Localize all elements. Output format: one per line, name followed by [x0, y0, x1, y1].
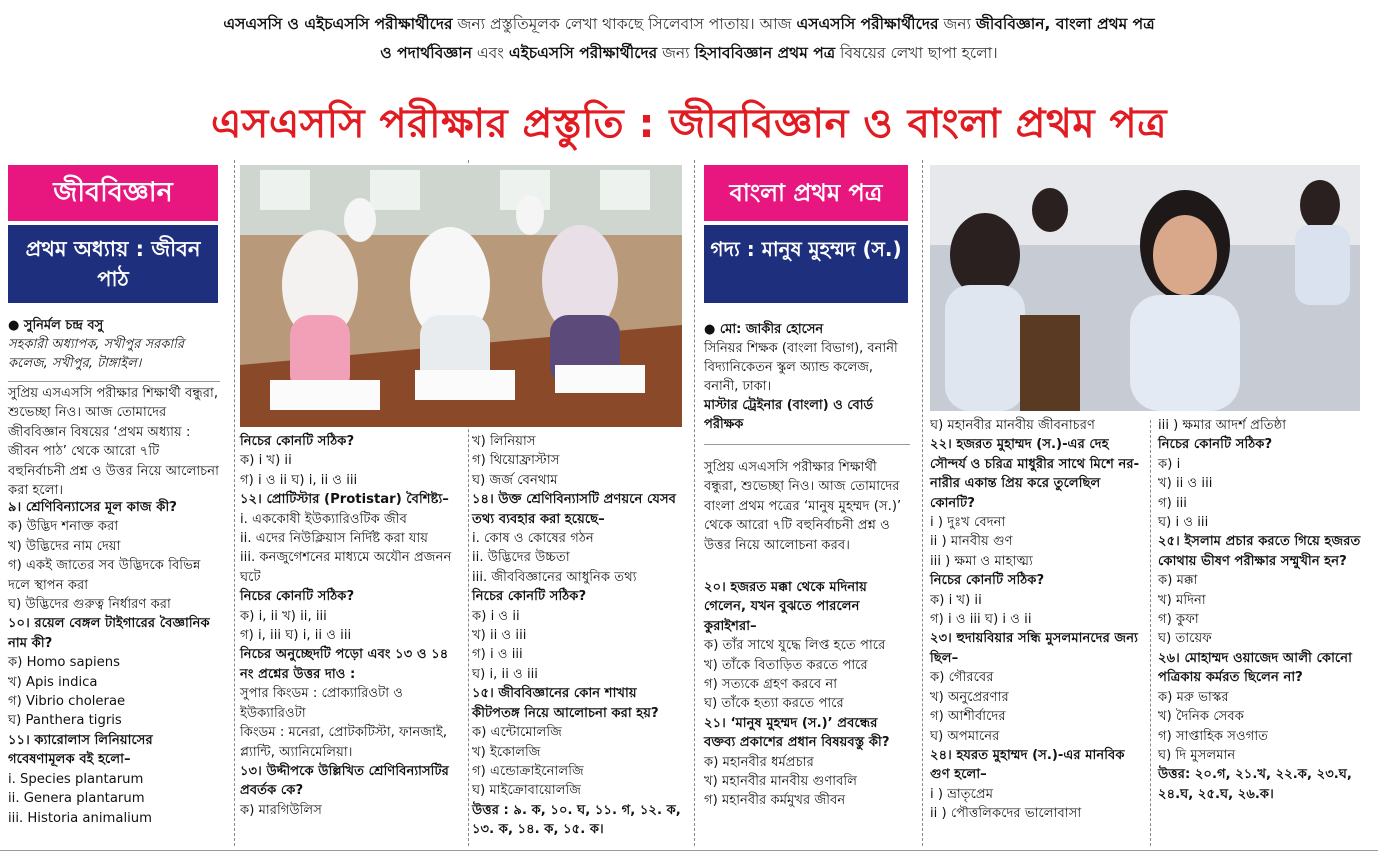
- option-text: iii ) ক্ষমা ও মাহাত্ম্য: [930, 553, 1033, 569]
- option-text: গ) i ও ii ঘ) i, ii ও iii: [240, 472, 358, 488]
- intro-text: [20, 10, 1358, 68]
- question-text: ২০। হজরত মক্কা থেকে মদিনায় গেলেন, যখন বুঝতে পারলেন কুরাইশরা–: [704, 580, 867, 634]
- option-text: গ) iii: [1158, 495, 1187, 511]
- option-text: গ) একই জাতের সব উদ্ভিদকে বিভিন্ন দলে স্থাপন করা: [8, 558, 201, 593]
- question-text: ১৩। উদ্দীপকে উল্লিখিত শ্রেণিবিন্যাসটির প্রবর্তক কে?: [240, 763, 449, 799]
- biology-column-3: [472, 432, 684, 840]
- option-text: সুপার কিংডম : প্রোক্যারিওটা ও ইউক্যারিওটা: [240, 686, 403, 721]
- question-text: ২৩। হুদায়বিয়ার সন্ধি মুসলমানদের জন্য ছিল–: [930, 631, 1138, 666]
- intro-text-bold: এইচএসসি পরীক্ষার্থীদের: [508, 44, 658, 62]
- option-text: গ) এন্ডোক্রাইনোলজি: [472, 763, 584, 779]
- column-divider: [922, 160, 923, 846]
- bangla-chapter-label: গদ্য : মানুষ মুহম্মদ (স.): [704, 225, 908, 303]
- intro-text-normal: জন্য: [657, 44, 695, 62]
- option-text: ক) মারগিউলিস: [240, 802, 322, 818]
- option-text: ii ) মানবীয় গুণ: [930, 534, 1013, 550]
- option-text: ক) Homo sapiens: [8, 655, 120, 671]
- biology-chapter-label: প্রথম অধ্যায় : জীবন পাঠ: [8, 225, 218, 303]
- divider: [704, 444, 910, 445]
- students-photo-illustration: [930, 165, 1360, 411]
- page-bottom-rule: [0, 850, 1378, 851]
- option-text: iii ) ক্ষমার আদর্শ প্রতিষ্ঠা: [1158, 418, 1287, 433]
- option-text: ii. উদ্ভিদের উচ্চতা: [472, 550, 570, 566]
- biology-intro: সুপ্রিয় এসএসসি পরীক্ষার শিক্ষার্থী বন্ধুরা, শুভেচ্ছা নিও। আজ তোমাদের জীববিজ্ঞান বিষয়ের ‘প্রথম অধ্যায় : জীবন পাঠ’ থেকে আরো ৭টি বহুনির্বাচনী প্রশ্ন ও উত্তর নিয়ে আলোচনা করা হলো।: [8, 386, 219, 499]
- option-text: i ) দুঃখ বেদনা: [930, 515, 1006, 531]
- question-text: ১২। প্রোটিস্টার (Protistar) বৈশিষ্ট্য–: [240, 492, 449, 508]
- option-text: খ) Apis indica: [8, 674, 98, 690]
- option-text: গ) কুফা: [1158, 612, 1199, 628]
- option-text: ক) i, ii খ) ii, iii: [240, 608, 327, 624]
- question-text: ৯। শ্রেণিবিন্যাসের মূল কাজ কী?: [8, 500, 177, 515]
- question-text: নিচের কোনটি সঠিক?: [240, 589, 355, 605]
- option-text: খ) ii ও iii: [1158, 476, 1213, 492]
- option-text: খ) তাঁকে বিতাড়িত করতে পারে: [704, 657, 868, 673]
- option-text: ক) গৌরবের: [930, 670, 994, 686]
- option-text: গ) i ও iii: [472, 647, 523, 663]
- option-text: ক) i খ) ii: [930, 592, 982, 608]
- option-text: ঘ) i ও iii: [1158, 515, 1209, 531]
- intro-text-bold: হিসাববিজ্ঞান প্রথম পত্র: [694, 44, 836, 62]
- option-text: ii. এদের নিউক্লিয়াস নির্দিষ্ট করা যায়: [240, 531, 429, 547]
- option-text: ক) মহানবীর ধর্মপ্রচার: [704, 754, 814, 770]
- question-text: নিচের কোনটি সঠিক?: [1158, 437, 1273, 453]
- option-text: ঘ) মাইক্রোবায়োলজি: [472, 783, 582, 799]
- divider: [8, 381, 220, 382]
- intro-text-normal: জন্য প্রস্তুতিমূলক লেখা থাকছে সিলেবাস পাতায়। আজ: [452, 15, 797, 33]
- question-text: নিচের কোনটি সঠিক?: [930, 573, 1045, 589]
- option-text: গ) সত্যকে গ্রহণ করবে না: [704, 677, 838, 693]
- biology-column-2: [240, 432, 462, 820]
- option-text: খ) ii ও iii: [472, 628, 527, 644]
- bangla-subject-label: বাংলা প্রথম পত্র: [704, 165, 908, 221]
- question-text: ১৫। জীববিজ্ঞানের কোন শাখায় কীটপতঙ্গ নিয়ে আলোচনা করা হয়?: [472, 686, 659, 721]
- intro-line-1: [20, 10, 1358, 39]
- question-text: নিচের অনুচ্ছেদটি পড়ো এবং ১৩ ও ১৪ নং প্রশ্নের উত্তর দাও :: [240, 647, 449, 682]
- option-text: খ) অনুপ্রেরণার: [930, 689, 1009, 705]
- option-text: ঘ) i, ii ও iii: [472, 666, 538, 682]
- option-text: ঘ) তায়েফ: [1158, 631, 1212, 647]
- option-text: গ) সাপ্তাহিক সওগাত: [1158, 728, 1269, 744]
- biology-subject-label: জীববিজ্ঞান: [8, 165, 218, 221]
- bangla-column-1: [704, 578, 912, 811]
- exam-hall-photo-illustration: [240, 165, 682, 427]
- question-text: ২১। ‘মানুষ মুহম্মদ (স.)’ প্রবন্ধের বক্তব্য প্রকাশের প্রধান বিষয়বস্তু কী?: [704, 715, 890, 751]
- question-text: ১০। রয়েল বেঙ্গল টাইগারের বৈজ্ঞানিক নাম কী?: [8, 616, 210, 651]
- option-text: ক) i: [1158, 456, 1181, 472]
- option-text: খ) ইকোলজি: [472, 744, 541, 760]
- option-text: খ) দৈনিক সেবক: [1158, 709, 1244, 725]
- bangla-author-block: [704, 320, 910, 434]
- option-text: গ) i ও iii ঘ) i ও ii: [930, 612, 1032, 628]
- option-text: ঘ) জর্জ বেনথাম: [472, 472, 558, 488]
- biology-author-name: ● সুনির্মল চন্দ্র বসু: [8, 318, 104, 333]
- option-text: কিংডম : মনেরা, প্রোটকটিস্টা, ফানজাই, প্ল্যান্টি, অ্যানিমেলিয়া।: [240, 725, 448, 760]
- option-text: ক) মক্কা: [1158, 573, 1198, 589]
- column-divider: [694, 160, 695, 846]
- option-text: ক) তাঁর সাথে যুদ্ধে লিপ্ত হতে পারে: [704, 638, 886, 654]
- bangla-author-desc: সিনিয়র শিক্ষক (বাংলা বিভাগ), বনানী বিদ্যানিকেতন স্কুল অ্যান্ড কলেজ, বনানী, ঢাকা।: [704, 341, 898, 394]
- intro-text-bold: এসএসসি ও এইচএসসি পরীক্ষার্থীদের: [223, 15, 453, 33]
- question-text: ২২। হজরত মুহাম্মদ (স.)-এর দেহ সৌন্দর্য ও চরিত্র মাধুরীর সাথে মিশে নর-নারীর একান্ত প্রিয় করে তুলেছিল কোনটি?: [930, 437, 1140, 511]
- question-text: উত্তর: ২০.গ, ২১.খ, ২২.ক, ২৩.ঘ, ২৪.ঘ, ২৫.ঘ, ২৬.ক।: [1158, 767, 1352, 802]
- biology-author-block: [8, 316, 220, 373]
- option-text: iii. কনজুগেশনের মাধ্যমে অযৌন প্রজনন ঘটে: [240, 550, 452, 585]
- biology-author-desc: সহকারী অধ্যাপক, সখীপুর সরকারি কলেজ, সখীপুর, টাঙ্গাইল।: [8, 337, 184, 371]
- exam-hall-photo: [240, 165, 682, 427]
- bangla-author-role: মাস্টার ট্রেইনার (বাংলা) ও বোর্ড পরীক্ষক: [704, 398, 874, 432]
- intro-text-bold: ও পদার্থবিজ্ঞান: [380, 44, 472, 62]
- option-text: i. কোষ ও কোষের গঠন: [472, 531, 594, 547]
- question-text: নিচের কোনটি সঠিক?: [240, 434, 355, 449]
- intro-text-normal: জন্য: [938, 15, 976, 33]
- column-divider: [234, 160, 235, 846]
- column-divider: [1150, 420, 1151, 846]
- question-text: ১৪। উক্ত শ্রেণিবিন্যাসটি প্রণয়নে যেসব তথ্য ব্যবহার করা হয়েছে–: [472, 492, 677, 527]
- option-text: খ) লিনিয়াস: [472, 434, 536, 449]
- intro-text-bold: এসএসসি পরীক্ষার্থীদের: [796, 15, 939, 33]
- students-photo: [930, 165, 1360, 411]
- question-text: নিচের কোনটি সঠিক?: [472, 589, 587, 605]
- bangla-column-2: [930, 416, 1144, 824]
- question-text: উত্তর : ৯. ক, ১০. ঘ, ১১. গ, ১২. ক, ১৩. ক, ১৪. ক, ১৫. ক।: [472, 802, 681, 838]
- option-text: ক) i খ) ii: [240, 453, 292, 469]
- option-text: গ) মহানবীর কর্মমুখর জীবন: [704, 793, 846, 809]
- option-text: ঘ) দি মুসলমান: [1158, 747, 1236, 763]
- option-text: ঘ) উদ্ভিদের গুরুত্ব নির্ধারণ করা: [8, 597, 171, 613]
- option-text: গ) থিয়োফ্রাস্টাস: [472, 453, 560, 469]
- option-text: ii ) পৌত্তলিকদের ভালোবাসা: [930, 806, 1082, 822]
- option-text: iii. Historia animalium: [8, 810, 152, 826]
- bangla-intro: সুপ্রিয় এসএসসি পরীক্ষার শিক্ষার্থী বন্ধুরা, শুভেচ্ছা নিও। আজ তোমাদের বাংলা প্রথম পত্রের ‘মানুষ মুহম্মদ (স.)’ থেকে আরো ৭টি বহুনির্বাচনী প্রশ্ন ও উত্তর নিয়ে আলোচনা করব।: [704, 460, 902, 553]
- intro-text-normal: এবং: [471, 44, 509, 62]
- option-text: খ) মদিনা: [1158, 592, 1206, 608]
- bangla-column-3: [1158, 416, 1364, 804]
- option-text: ii. Genera plantarum: [8, 791, 145, 807]
- option-text: ঘ) তাঁকে হত্যা করতে পারে: [704, 696, 844, 712]
- option-text: খ) উদ্ভিদের নাম দেয়া: [8, 538, 121, 554]
- option-text: ক) এন্টোমোলজি: [472, 725, 562, 741]
- option-text: i. Species plantarum: [8, 771, 144, 787]
- page-headline: এসএসসি পরীক্ষার প্রস্তুতি : জীববিজ্ঞান ও বাংলা প্রথম পত্র: [210, 101, 1168, 147]
- question-text: ২৫। ইসলাম প্রচার করতে গিয়ে হজরত কোথায় ভীষণ পরীক্ষার সম্মুখীন হন?: [1158, 534, 1361, 569]
- intro-text-normal: বিষয়ের লেখা ছাপা হলো।: [835, 44, 998, 62]
- option-text: iii. জীববিজ্ঞানের আধুনিক তথ্য: [472, 569, 637, 585]
- question-text: ১১। ক্যারোলাস লিনিয়াসের গবেষণামূলক বই হলো–: [8, 732, 153, 768]
- option-text: i. এককোষী ইউক্যারিওটিক জীব: [240, 511, 407, 527]
- option-text: ক) উদ্ভিদ শনাক্ত করা: [8, 519, 119, 535]
- option-text: ঘ) মহানবীর মানবীয় জীবনাচরণ: [930, 418, 1096, 433]
- option-text: i ) ভ্রাতৃপ্রেম: [930, 786, 994, 802]
- question-text: ২৪। হযরত মুহাম্মদ (স.)-এর মানবিক গুণ হলো–: [930, 747, 1125, 783]
- option-text: ঘ) অপমানের: [930, 728, 1000, 744]
- option-text: গ) i, iii ঘ) i, ii ও iii: [240, 628, 352, 644]
- question-text: ২৬। মোহাম্মদ ওয়াজেদ আলী কোনো পত্রিকায় কর্মরত ছিলেন না?: [1158, 650, 1352, 686]
- option-text: ক) i ও ii: [472, 608, 520, 624]
- intro-text-bold: জীববিজ্ঞান, বাংলা প্রথম পত্র: [975, 15, 1155, 33]
- biology-column-1: [8, 498, 220, 828]
- option-text: ক) মরু ভাস্কর: [1158, 689, 1229, 705]
- bangla-author-name: ● মো: জাকীর হোসেন: [704, 322, 824, 337]
- intro-line-2: [20, 39, 1358, 68]
- option-text: গ) Vibrio cholerae: [8, 694, 126, 710]
- option-text: গ) আশীর্বাদের: [930, 709, 1006, 725]
- option-text: খ) মহানবীর মানবীয় গুণাবলি: [704, 774, 858, 790]
- option-text: ঘ) Panthera tigris: [8, 713, 122, 729]
